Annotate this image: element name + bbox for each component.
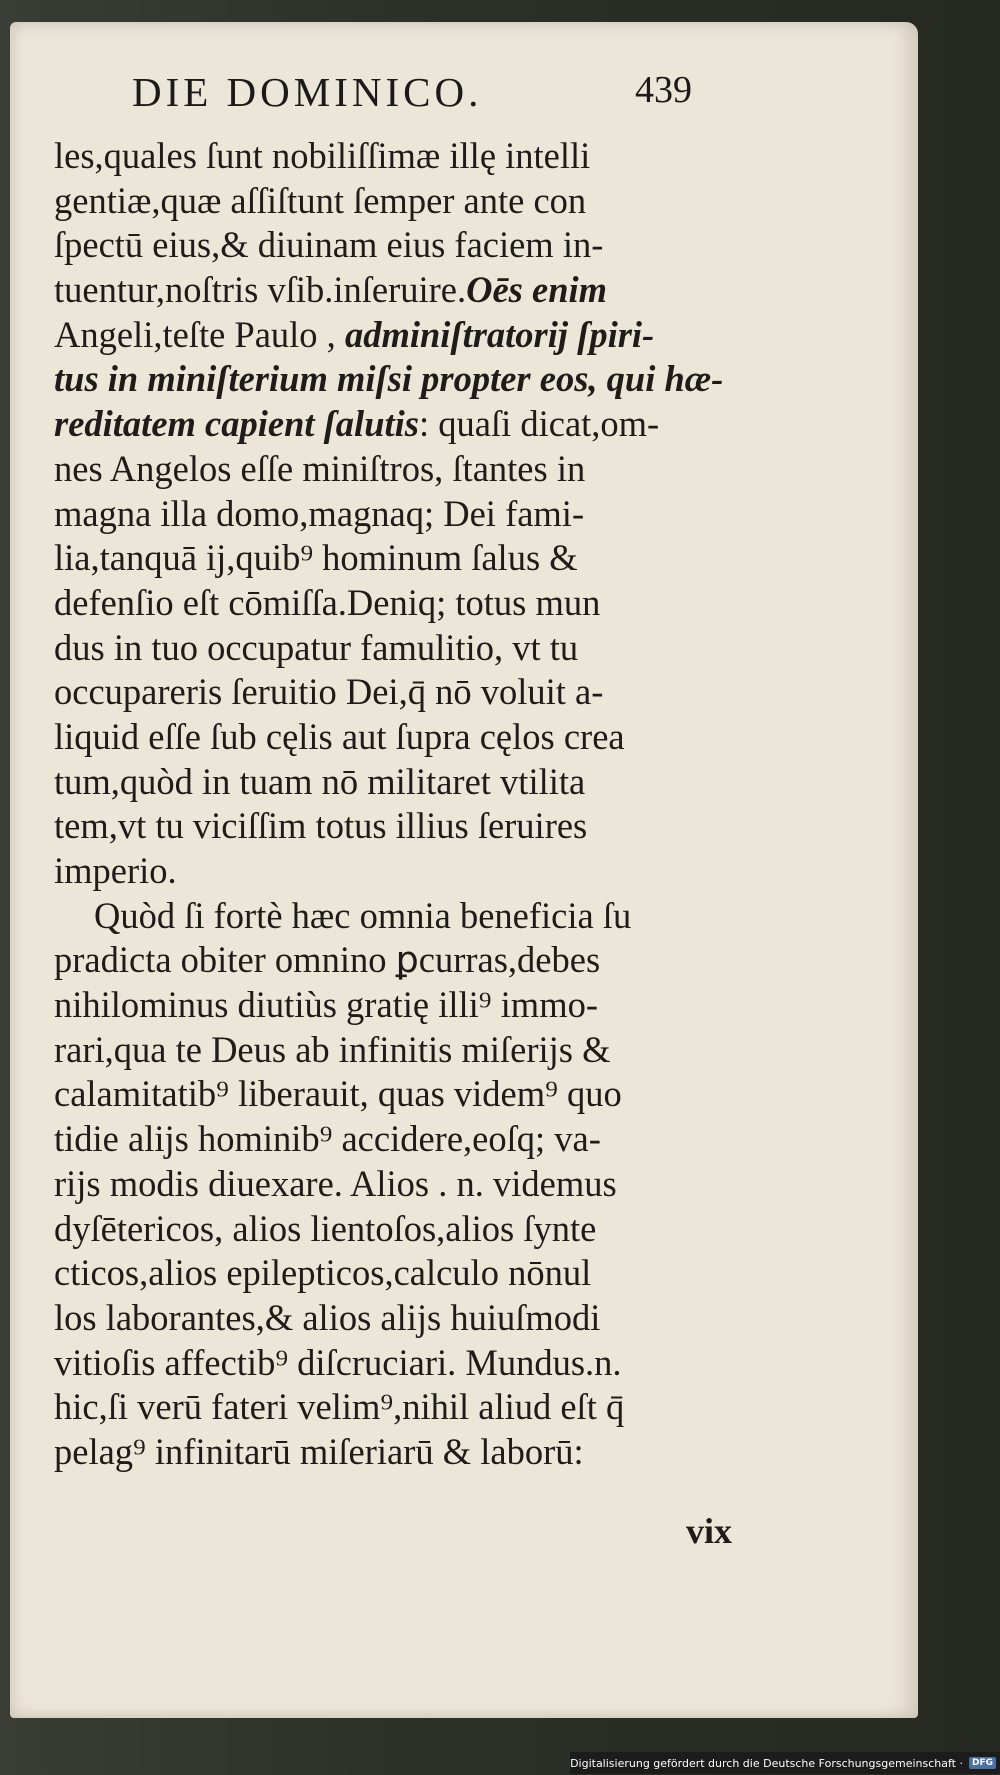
funding-credit: Digitalisierung gefördert durch die Deutsche Forschungsgemeinschaft · <box>570 1756 963 1770</box>
text-line: dyſētericos, alios lientoſos,alios ſynte <box>54 1207 597 1249</box>
text-line: rari,qua te Deus ab infinitis miſerijs & <box>54 1028 611 1070</box>
text-line: los laborantes,& alios alijs huiuſmodi <box>54 1296 601 1338</box>
text-roman: : quaſi dicat,om- <box>418 403 660 445</box>
catchword: vix <box>686 1511 733 1551</box>
book-page <box>10 22 918 1718</box>
text-line: defenſio eſt cōmiſſa.Deniq; totus mun <box>54 581 601 623</box>
text-line: vitioſis affectib⁹ diſcruciari. Mundus.n. <box>54 1341 622 1383</box>
text-line: liquid eſſe ſub cęlis aut ſupra cęlos crea <box>54 715 625 757</box>
dfg-logo-icon: DFG <box>969 1757 996 1769</box>
text-line: calamitatib⁹ liberauit, quas videm⁹ quo <box>54 1073 622 1115</box>
text-line: nihilominus diutiùs gratię illi⁹ immo- <box>54 984 598 1026</box>
text-line: pelag⁹ infinitarū miſeriarū & laborū: <box>54 1430 584 1472</box>
text-italic: Oēs enim <box>466 269 608 311</box>
text-roman: tuentur,noſtris vſib.inſeruire. <box>54 269 467 311</box>
text-line: dus in tuo occupatur famulitio, vt tu <box>54 626 579 668</box>
text-line: hic,ſi verū fateri velim⁹,nihil aliud eſt q̄ <box>54 1386 625 1428</box>
text-line: rijs modis diuexare. Alios . n. videmus <box>54 1162 617 1204</box>
text-line <box>54 268 734 313</box>
text-line: les,quales ſunt nobiliſſimæ illę intelli <box>54 135 591 176</box>
text-line: magna illa domo,magnaq; Dei fami- <box>54 492 585 534</box>
text-line: occupareris ſeruitio Dei,q̄ nō voluit a- <box>54 671 604 713</box>
text-line: gentiæ,quæ aſſiſtunt ſemper ante con <box>54 179 587 221</box>
text-line <box>54 313 734 358</box>
text-line: imperio. <box>54 850 177 891</box>
text-line: ſpectū eius,& diuinam eius faciem in- <box>54 224 604 266</box>
page-header <box>122 68 692 128</box>
text-line: tidie alijs hominib⁹ accidere,eoſq; va- <box>54 1118 601 1160</box>
text-line: tus in miniſterium miſsi propter eos, qui hæ- <box>54 358 724 400</box>
text-line <box>54 402 734 447</box>
text-line: nes Angelos eſſe miniſtros, ſtantes in <box>54 447 586 489</box>
body-text <box>54 134 734 1475</box>
text-line: cticos,alios epilepticos,calculo nōnul <box>54 1252 592 1294</box>
text-line: pradicta obiter omnino ꝑcurras,debes <box>54 939 601 981</box>
text-italic: adminiſtratorij ſpiri- <box>344 313 655 355</box>
text-line: tum,quòd in tuam nō militaret vtilita <box>54 760 586 802</box>
text-roman: Angeli,teſte Paulo , <box>54 313 345 355</box>
text-italic: reditatem capient ſalutis <box>54 403 419 445</box>
text-line: lia,tanquā ij,quib⁹ hominum ſalus & <box>54 537 578 579</box>
digitization-footer <box>570 1752 1000 1774</box>
text-line: tem,vt tu viciſſim totus illius ſeruires <box>54 805 588 847</box>
page-number: 439 <box>635 69 692 111</box>
paragraph-start-line: Quòd ſi fortè hæc omnia beneficia ſu <box>94 894 632 936</box>
running-title: DIE DOMINICO. <box>132 69 483 115</box>
